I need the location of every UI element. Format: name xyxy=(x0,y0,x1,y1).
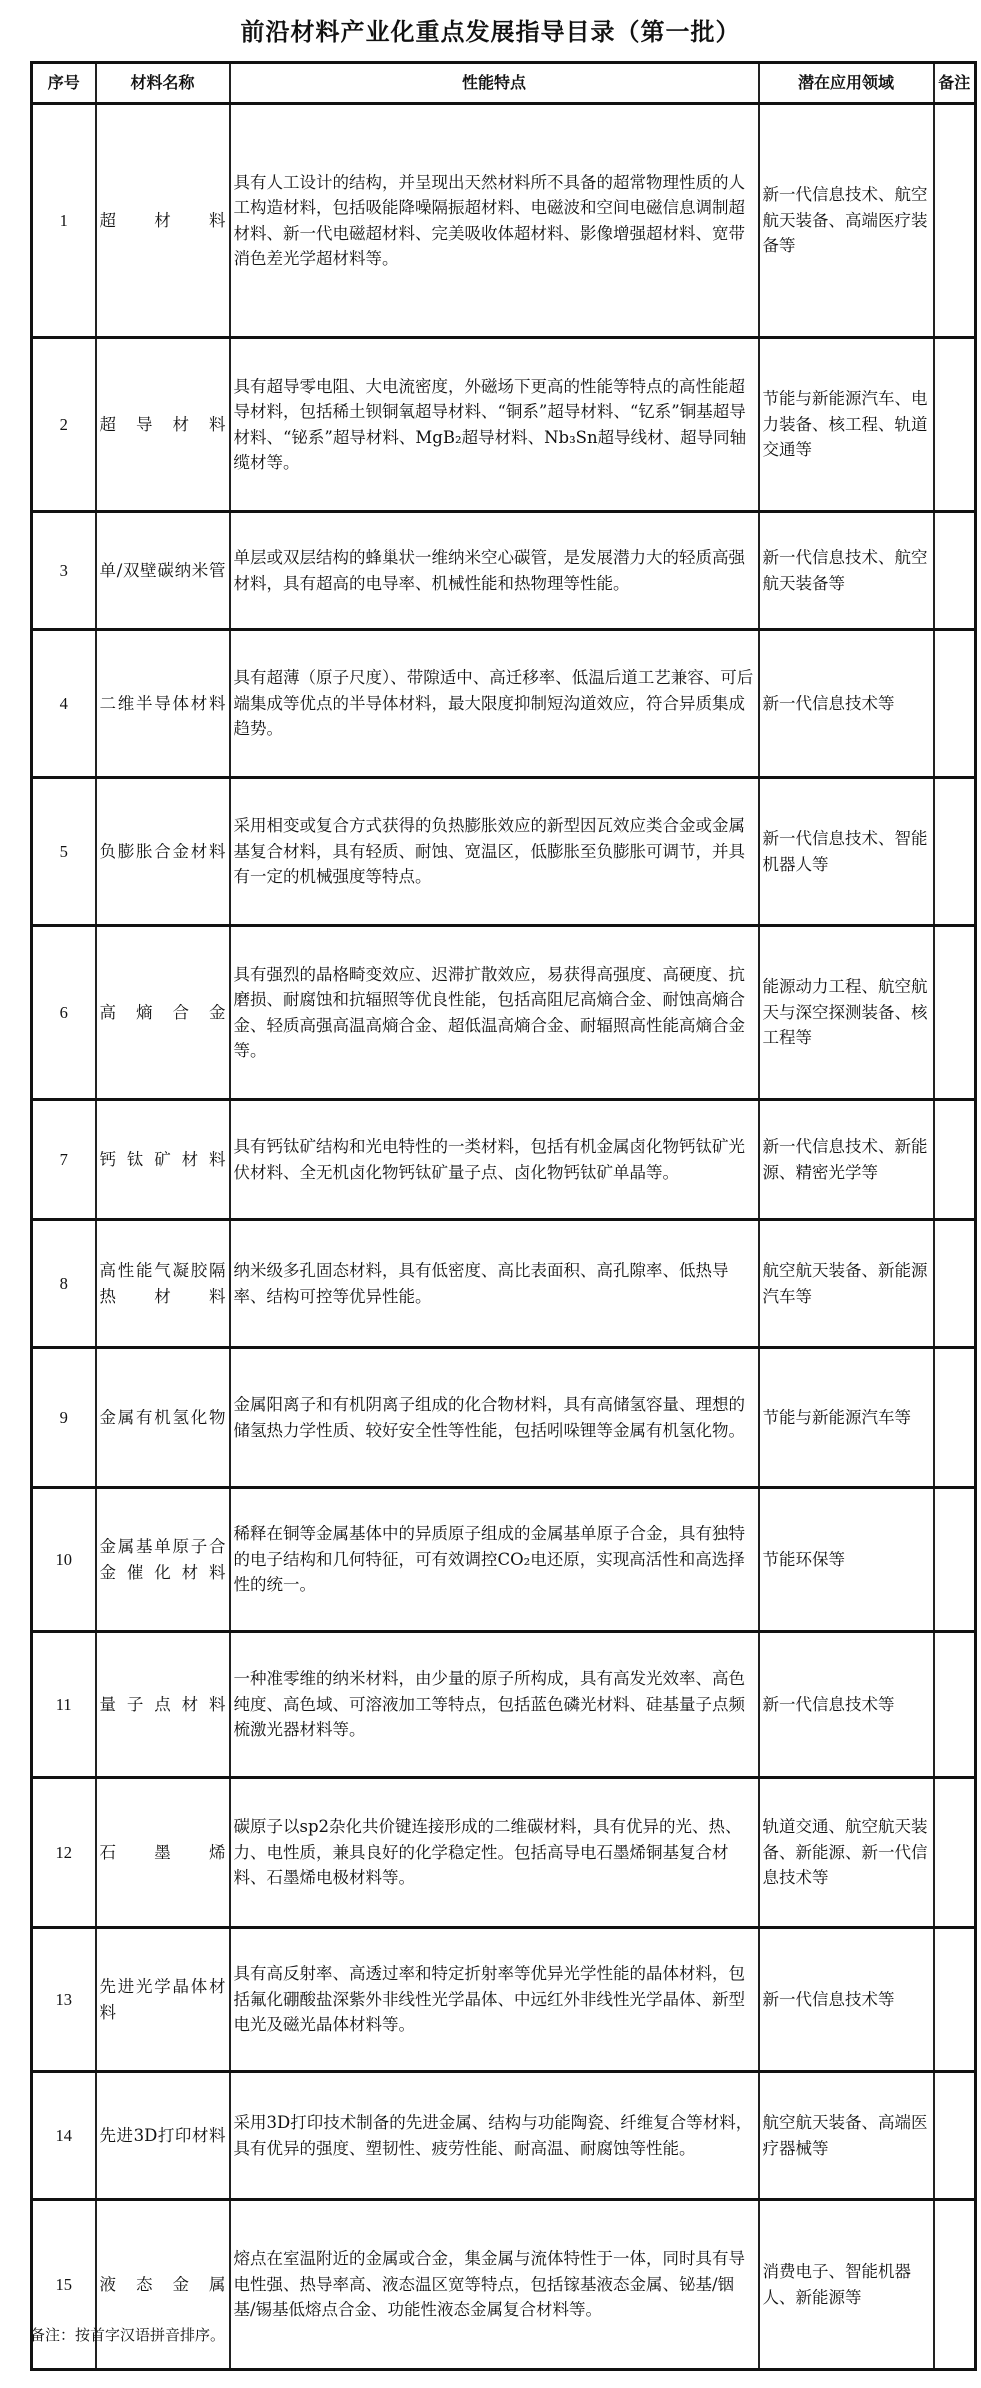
row-number: 13 xyxy=(32,1928,96,2072)
materials-catalog-table xyxy=(30,61,977,2371)
material-name: 金属有机氢化物 xyxy=(96,1348,230,1488)
material-features: 一种准零维的纳米材料，由少量的原子所构成，具有高发光效率、高色纯度、高色域、可溶液加工等特点，包括蓝色磷光材料、硅基量子点频梳激光器材料等。 xyxy=(230,1632,759,1778)
material-features: 熔点在室温附近的金属或合金，集金属与流体特性于一体，同时具有导电性强、热导率高、液态温区宽等特点，包括镓基液态金属、铋基/铟基/锡基低熔点合金、功能性液态金属复合材料等。 xyxy=(230,2200,759,2370)
row-number: 4 xyxy=(32,630,96,778)
material-name: 金属基单原子合金催化材料 xyxy=(96,1488,230,1632)
footnote: 备注：按首字汉语拼音排序。 xyxy=(30,2326,226,2344)
material-features: 具有钙钛矿结构和光电特性的一类材料，包括有机金属卤化物钙钛矿光伏材料、全无机卤化物钙钛矿量子点、卤化物钙钛矿单晶等。 xyxy=(230,1100,759,1220)
material-name: 超材料 xyxy=(96,104,230,338)
potential-applications: 航空航天装备、高端医疗器械等 xyxy=(759,2072,934,2200)
material-features: 单层或双层结构的蜂巢状一维纳米空心碳管，是发展潜力大的轻质高强材料，具有超高的电导率、机械性能和热物理等性能。 xyxy=(230,512,759,630)
row-number: 8 xyxy=(32,1220,96,1348)
potential-applications: 消费电子、智能机器人、新能源等 xyxy=(759,2200,934,2370)
potential-applications: 节能环保等 xyxy=(759,1488,934,1632)
row-number: 15 xyxy=(32,2200,96,2370)
remarks-cell xyxy=(934,1220,976,1348)
table-row xyxy=(32,2072,976,2200)
material-name: 高熵合金 xyxy=(96,926,230,1100)
table-row xyxy=(32,1348,976,1488)
remarks-cell xyxy=(934,512,976,630)
remarks-cell xyxy=(934,1348,976,1488)
table-row xyxy=(32,926,976,1100)
remarks-cell xyxy=(934,778,976,926)
remarks-cell xyxy=(934,2072,976,2200)
remarks-cell xyxy=(934,1100,976,1220)
table-row xyxy=(32,1632,976,1778)
material-features: 稀释在铜等金属基体中的异质原子组成的金属基单原子合金，具有独特的电子结构和几何特征，可有效调控CO₂电还原，实现高活性和高选择性的统一。 xyxy=(230,1488,759,1632)
header-features: 性能特点 xyxy=(230,63,759,104)
material-features: 具有超导零电阻、大电流密度，外磁场下更高的性能等特点的高性能超导材料，包括稀土钡铜氧超导材料、“铜系”超导材料、“钇系”铜基超导材料、“铋系”超导材料、MgB₂超导材料、Nb₃Sn超导线材、超导同轴缆材等。 xyxy=(230,338,759,512)
potential-applications: 节能与新能源汽车、电力装备、核工程、轨道交通等 xyxy=(759,338,934,512)
remarks-cell xyxy=(934,630,976,778)
table-row xyxy=(32,1100,976,1220)
material-features: 碳原子以sp2杂化共价键连接形成的二维碳材料，具有优异的光、热、力、电性质，兼具良好的化学稳定性。包括高导电石墨烯铜基复合材料、石墨烯电极材料等。 xyxy=(230,1778,759,1928)
potential-applications: 能源动力工程、航空航天与深空探测装备、核工程等 xyxy=(759,926,934,1100)
potential-applications: 轨道交通、航空航天装备、新能源、新一代信息技术等 xyxy=(759,1778,934,1928)
potential-applications: 新一代信息技术、航空航天装备、高端医疗装备等 xyxy=(759,104,934,338)
material-name: 二维半导体材料 xyxy=(96,630,230,778)
table-row xyxy=(32,630,976,778)
table-row xyxy=(32,512,976,630)
remarks-cell xyxy=(934,104,976,338)
potential-applications: 新一代信息技术、航空航天装备等 xyxy=(759,512,934,630)
table-row xyxy=(32,1488,976,1632)
table-row xyxy=(32,1220,976,1348)
table-header-row xyxy=(32,63,976,104)
table-row xyxy=(32,1778,976,1928)
material-features: 具有强烈的晶格畸变效应、迟滞扩散效应，易获得高强度、高硬度、抗磨损、耐腐蚀和抗辐照等优良性能，包括高阻尼高熵合金、耐蚀高熵合金、轻质高强高温高熵合金、超低温高熵合金、耐辐照高性能高熵合金等。 xyxy=(230,926,759,1100)
potential-applications: 新一代信息技术等 xyxy=(759,630,934,778)
header-applications: 潜在应用领域 xyxy=(759,63,934,104)
material-name: 液态金属 xyxy=(96,2200,230,2370)
row-number: 10 xyxy=(32,1488,96,1632)
remarks-cell xyxy=(934,926,976,1100)
row-number: 11 xyxy=(32,1632,96,1778)
row-number: 2 xyxy=(32,338,96,512)
document-title: 前沿材料产业化重点发展指导目录（第一批） xyxy=(240,18,741,46)
material-name: 钙钛矿材料 xyxy=(96,1100,230,1220)
row-number: 1 xyxy=(32,104,96,338)
row-number: 12 xyxy=(32,1778,96,1928)
potential-applications: 新一代信息技术、新能源、精密光学等 xyxy=(759,1100,934,1220)
remarks-cell xyxy=(934,2200,976,2370)
material-name: 先进3D打印材料 xyxy=(96,2072,230,2200)
table-row xyxy=(32,1928,976,2072)
header-remarks: 备注 xyxy=(934,63,976,104)
material-name: 单/双壁碳纳米管 xyxy=(96,512,230,630)
row-number: 9 xyxy=(32,1348,96,1488)
potential-applications: 节能与新能源汽车等 xyxy=(759,1348,934,1488)
table-row xyxy=(32,778,976,926)
material-features: 纳米级多孔固态材料，具有低密度、高比表面积、高孔隙率、低热导率、结构可控等优异性能。 xyxy=(230,1220,759,1348)
row-number: 3 xyxy=(32,512,96,630)
material-name: 量子点材料 xyxy=(96,1632,230,1778)
material-name: 负膨胀合金材料 xyxy=(96,778,230,926)
material-features: 金属阳离子和有机阴离子组成的化合物材料，具有高储氢容量、理想的储氢热力学性质、较好安全性等性能，包括吲哚锂等金属有机氢化物。 xyxy=(230,1348,759,1488)
material-features: 具有高反射率、高透过率和特定折射率等优异光学性能的晶体材料，包括氟化硼酸盐深紫外非线性光学晶体、中远红外非线性光学晶体、新型电光及磁光晶体材料等。 xyxy=(230,1928,759,2072)
potential-applications: 新一代信息技术、智能机器人等 xyxy=(759,778,934,926)
material-name: 超导材料 xyxy=(96,338,230,512)
row-number: 14 xyxy=(32,2072,96,2200)
material-name: 石墨烯 xyxy=(96,1778,230,1928)
remarks-cell xyxy=(934,1928,976,2072)
material-features: 采用相变或复合方式获得的负热膨胀效应的新型因瓦效应类合金或金属基复合材料，具有轻质、耐蚀、宽温区，低膨胀至负膨胀可调节，并具有一定的机械强度等特点。 xyxy=(230,778,759,926)
remarks-cell xyxy=(934,1488,976,1632)
remarks-cell xyxy=(934,338,976,512)
table-row xyxy=(32,104,976,338)
material-features: 具有人工设计的结构，并呈现出天然材料所不具备的超常物理性质的人工构造材料，包括吸能降噪隔振超材料、电磁波和空间电磁信息调制超材料、新一代电磁超材料、完美吸收体超材料、影像增强超材料、宽带消色差光学超材料等。 xyxy=(230,104,759,338)
table-row xyxy=(32,338,976,512)
row-number: 7 xyxy=(32,1100,96,1220)
header-material-name: 材料名称 xyxy=(96,63,230,104)
potential-applications: 新一代信息技术等 xyxy=(759,1928,934,2072)
material-features: 具有超薄（原子尺度）、带隙适中、高迁移率、低温后道工艺兼容、可后端集成等优点的半导体材料，最大限度抑制短沟道效应，符合异质集成趋势。 xyxy=(230,630,759,778)
material-name: 高性能气凝胶隔热材料 xyxy=(96,1220,230,1348)
remarks-cell xyxy=(934,1632,976,1778)
header-no: 序号 xyxy=(32,63,96,104)
material-features: 采用3D打印技术制备的先进金属、结构与功能陶瓷、纤维复合等材料，具有优异的强度、塑韧性、疲劳性能、耐高温、耐腐蚀等性能。 xyxy=(230,2072,759,2200)
row-number: 5 xyxy=(32,778,96,926)
row-number: 6 xyxy=(32,926,96,1100)
remarks-cell xyxy=(934,1778,976,1928)
potential-applications: 航空航天装备、新能源汽车等 xyxy=(759,1220,934,1348)
potential-applications: 新一代信息技术等 xyxy=(759,1632,934,1778)
material-name: 先进光学晶体材料 xyxy=(96,1928,230,2072)
